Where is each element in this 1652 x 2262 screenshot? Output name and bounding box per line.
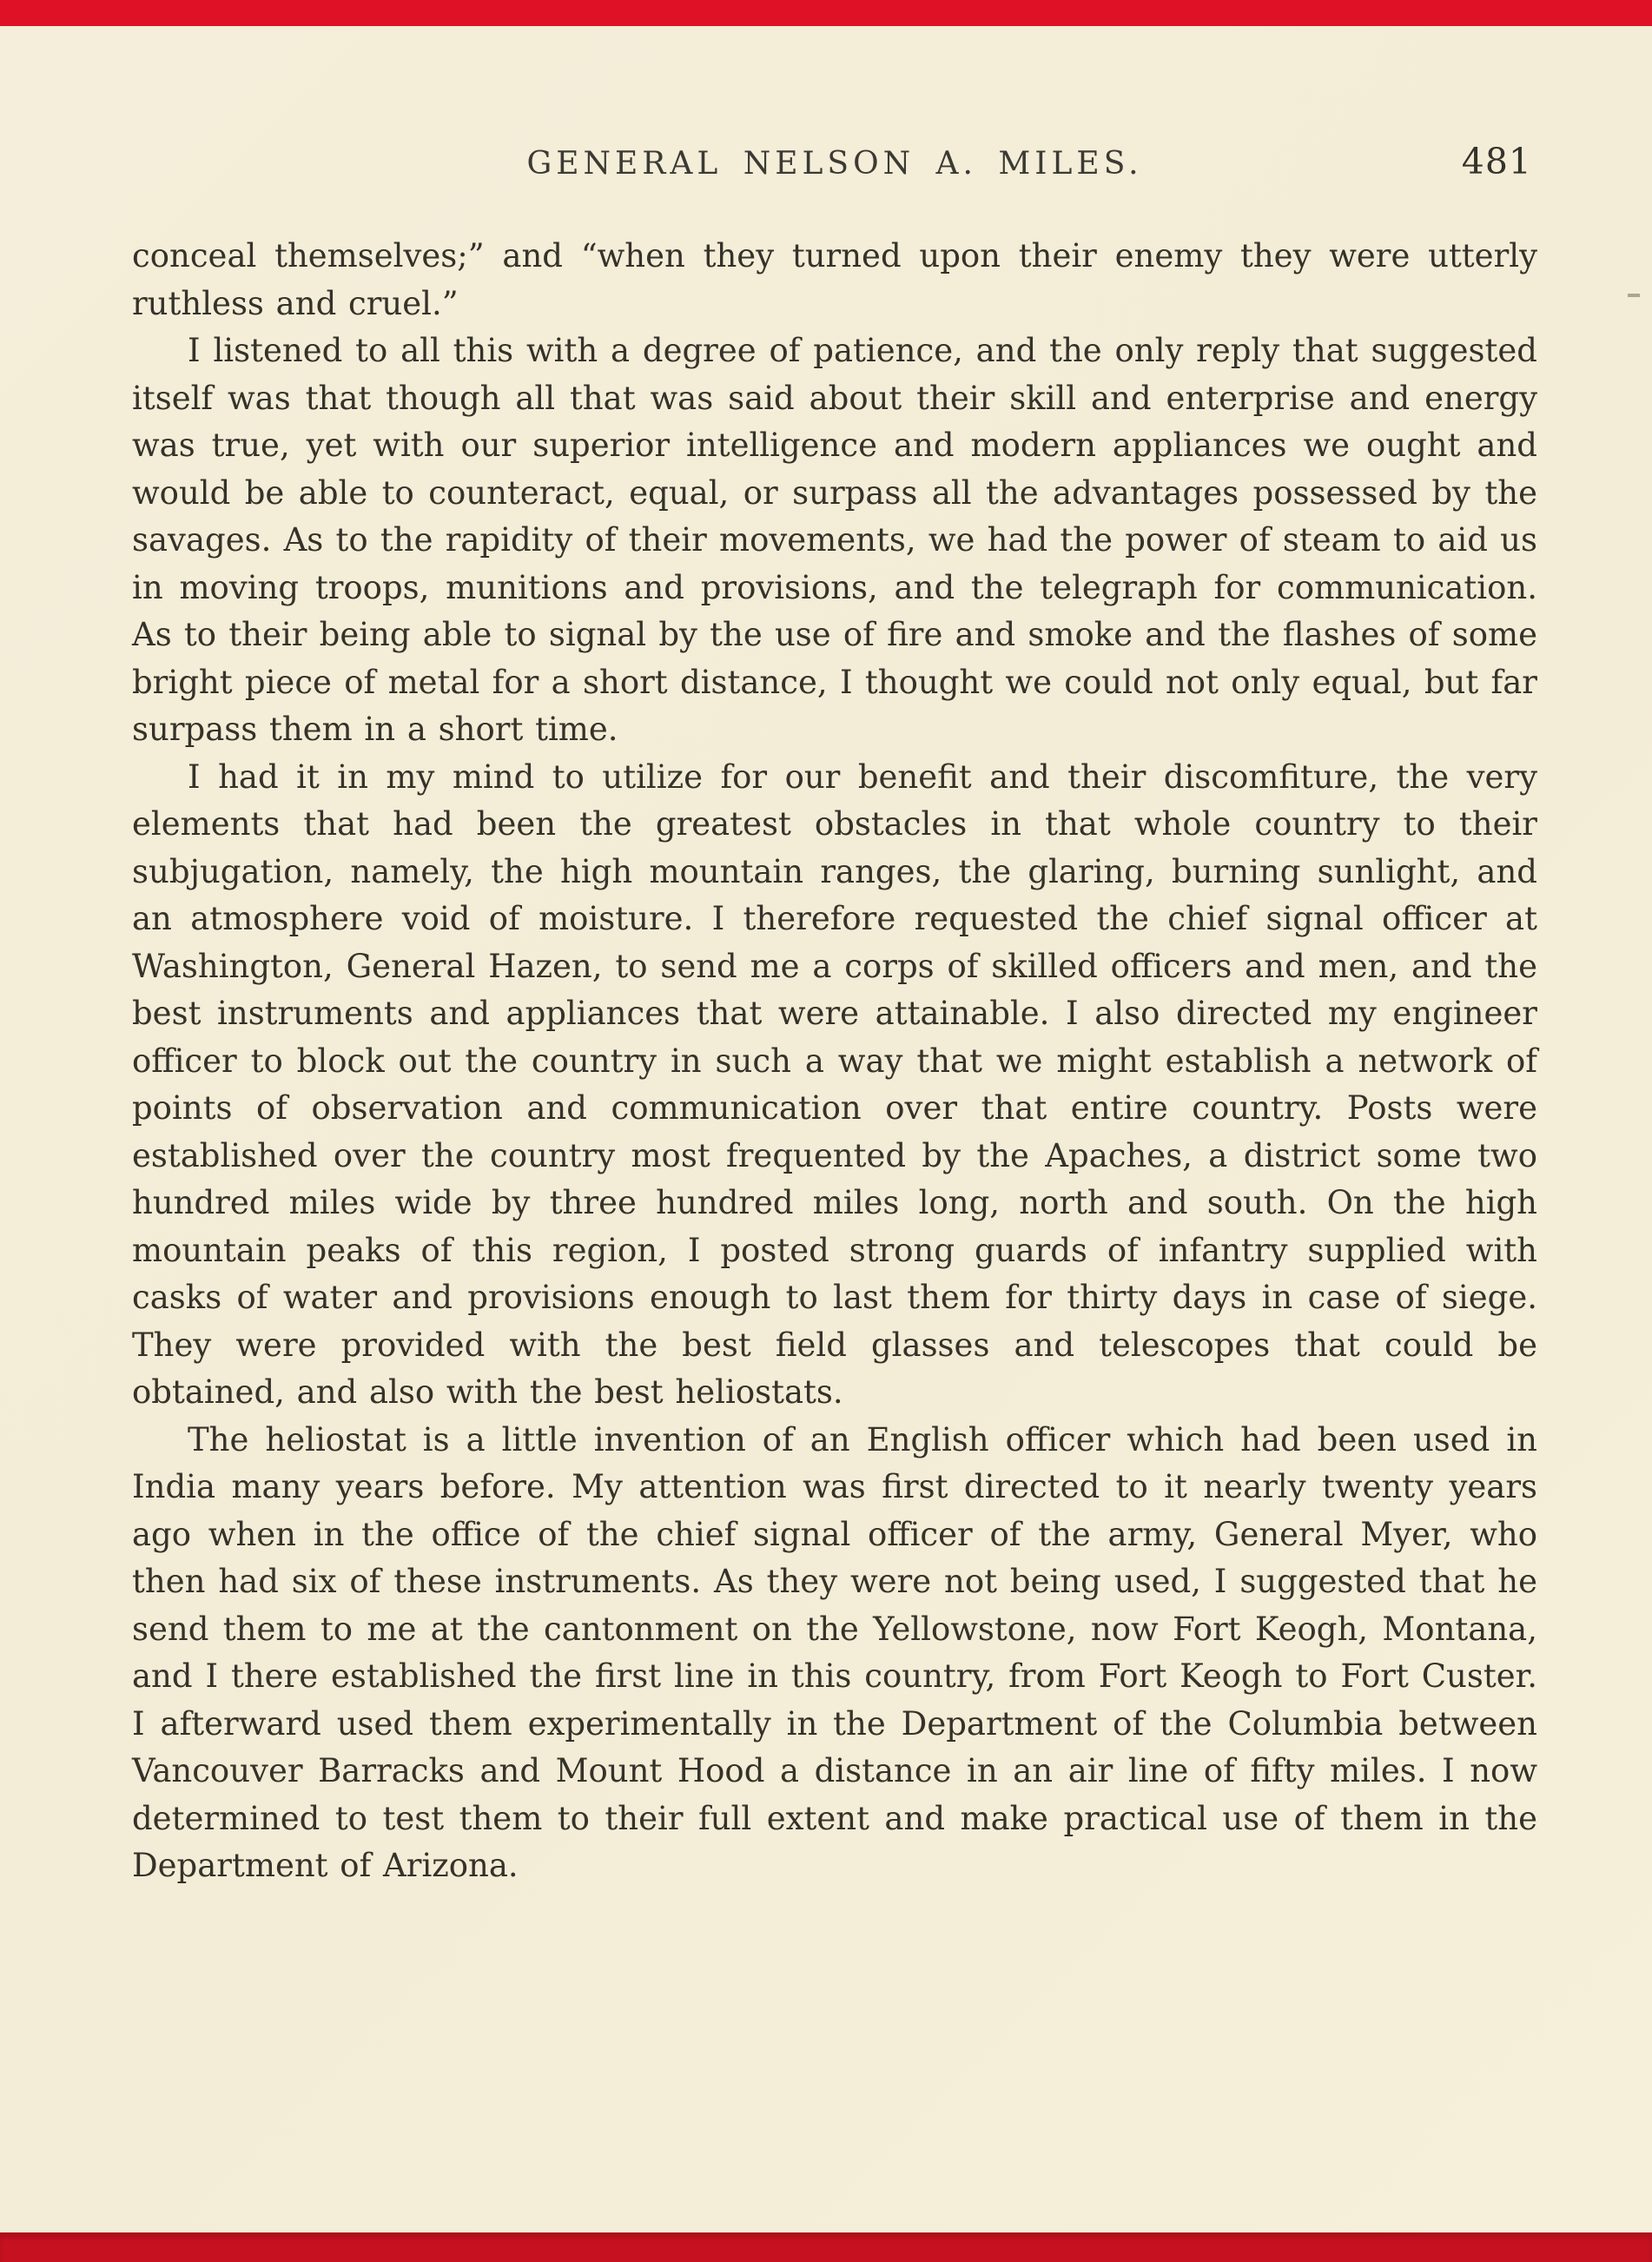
- running-head: [132, 141, 1537, 202]
- paragraph-heliograph-network: I had it in my mind to utilize for our benefit and their discomfiture, the very elements that had been the greatest obstacles in that whole country to their subjugation, namely, the high mountain ranges, the glaring, burning sunlight, and an atmosphere void of moisture. I therefore requested the chief signal officer at Washington, General Hazen, to send me a corps of skilled officers and men, and the best instruments and appliances that were attainable. I also directed my engineer officer to block out the country in such a way that we might establish a network of points of observation and communication over that entire country. Posts were established over the country most frequented by the Apaches, a district some two hundred miles wide by three hundred miles long, north and south. On the high mountain peaks of this region, I posted strong guards of infantry supplied with casks of water and provisions enough to last them for thirty days in case of siege. They were provided with the best field glasses and telescopes that could be obtained, and also with the best heliostats.: [132, 757, 1537, 1411]
- running-header-title: GENERAL NELSON A. MILES.: [526, 146, 1143, 182]
- paragraph-heliostat-history: The heliostat is a little invention of an English officer which had been used in India many years before. My attention was first directed to it nearly twenty years ago when in the office of the chief signal officer of the army, General Myer, who then had six of these instruments. As they were not being used, I suggested that he send them to me at the cantonment on the Yellowstone, now Fort Keogh, Montana, and I there established the first line in this country, from Fort Keogh to Fort Custer. I afterward used them experimentally in the Department of the Columbia between Vancouver Barracks and Mount Hood a distance in an air line of fifty miles. I now determined to test them to their full extent and make practical use of them in the Department of Arizona.: [132, 1420, 1537, 1884]
- scan-edge-bottom: [0, 2232, 1652, 2262]
- paragraph-listened: I listened to all this with a degree of patience, and the only reply that suggested itself was that though all that was said about their skill and enterprise and energy was true, yet with our superior intelligence and modern appliances we ought and would be able to counteract, equal, or surpass all the advantages possessed by the savages. As to the rapidity of their movements, we had the power of steam to aid us in moving troops, munitions and provisions, and the telegraph for communication. As to their being able to signal by the use of fire and smoke and the flashes of some bright piece of metal for a short distance, I thought we could not only equal, but far surpass them in a short time.: [132, 332, 1537, 748]
- scan-margin-artifact: [1628, 294, 1640, 297]
- paragraph-continuation: conceal themselves;” and “when they turned upon their enemy they were utterly ruthless and cruel.”: [132, 237, 1537, 322]
- body-text: [132, 233, 1537, 1890]
- book-page: [132, 141, 1537, 1890]
- page-number: 481: [1461, 141, 1532, 182]
- scan-edge-top: [0, 0, 1652, 26]
